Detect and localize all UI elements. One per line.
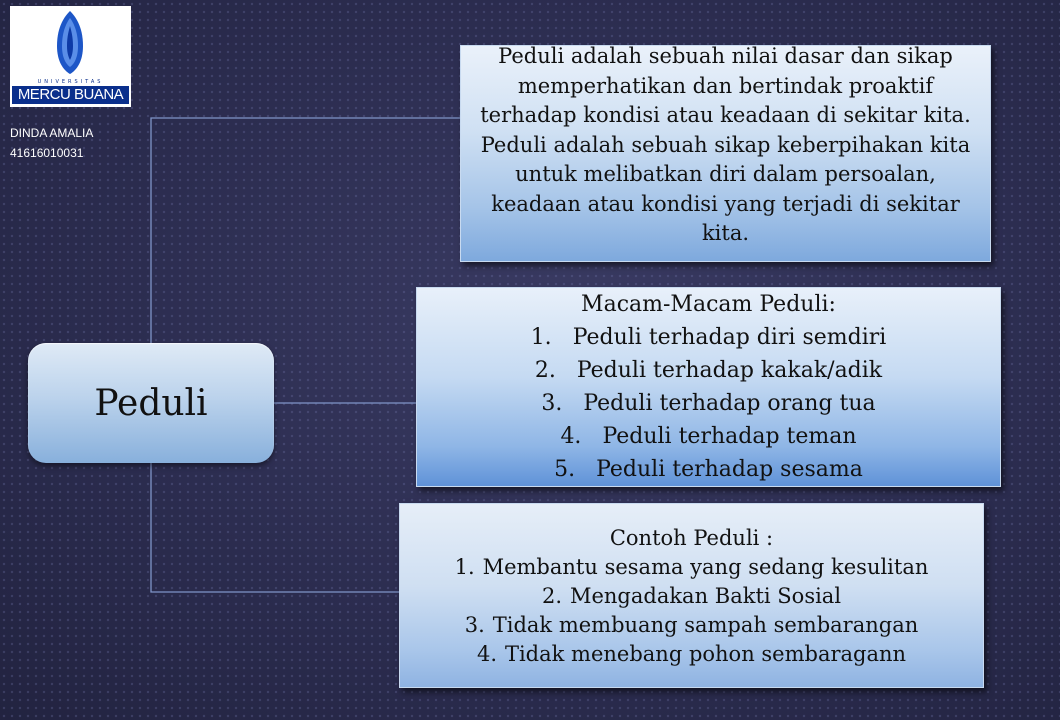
list-item: 4. Tidak menebang pohon sembaragann xyxy=(476,642,907,666)
author-id: 41616010031 xyxy=(10,146,84,160)
connector-to-definition xyxy=(151,118,460,343)
root-label: Peduli xyxy=(94,382,208,424)
examples-box xyxy=(399,503,984,688)
list-item: 3. Tidak membuang sampah sembarangan xyxy=(464,613,919,637)
list-item: 4. Peduli terhadap teman xyxy=(560,424,857,449)
connector-to-examples xyxy=(151,463,399,592)
types-list xyxy=(417,321,1000,486)
list-item: 1. Membantu sesama yang sedang kesulitan xyxy=(454,555,929,579)
logo-university-name: MERCU BUANA xyxy=(12,86,129,104)
examples-title: Contoh Peduli : xyxy=(609,526,774,550)
list-item: 1. Peduli terhadap diri semdiri xyxy=(530,325,887,350)
list-item: 2. Peduli terhadap kakak/adik xyxy=(534,358,883,383)
root-node-peduli xyxy=(28,343,274,463)
definition-text: Peduli adalah sebuah nilai dasar dan sikap memperhatikan dan bertindak proaktif terhadap kondisi atau keadaan di sekitar kita. Peduli adalah sebuah sikap keberpihakan kita untuk melibatkan diri dalam persoalan, keadaan atau kondisi yang terjadi di sekitar kita. xyxy=(480,45,971,245)
list-item: 2. Mengadakan Bakti Sosial xyxy=(541,584,842,608)
examples-list xyxy=(400,553,983,669)
logo-university-caption: UNIVERSITAS xyxy=(37,79,104,85)
list-item: 3. Peduli terhadap orang tua xyxy=(541,391,876,416)
list-item: 5. Peduli terhadap sesama xyxy=(554,457,863,482)
definition-box xyxy=(460,45,991,262)
author-name: DINDA AMALIA xyxy=(10,126,94,140)
types-box xyxy=(416,287,1001,487)
types-title: Macam-Macam Peduli: xyxy=(581,292,836,317)
